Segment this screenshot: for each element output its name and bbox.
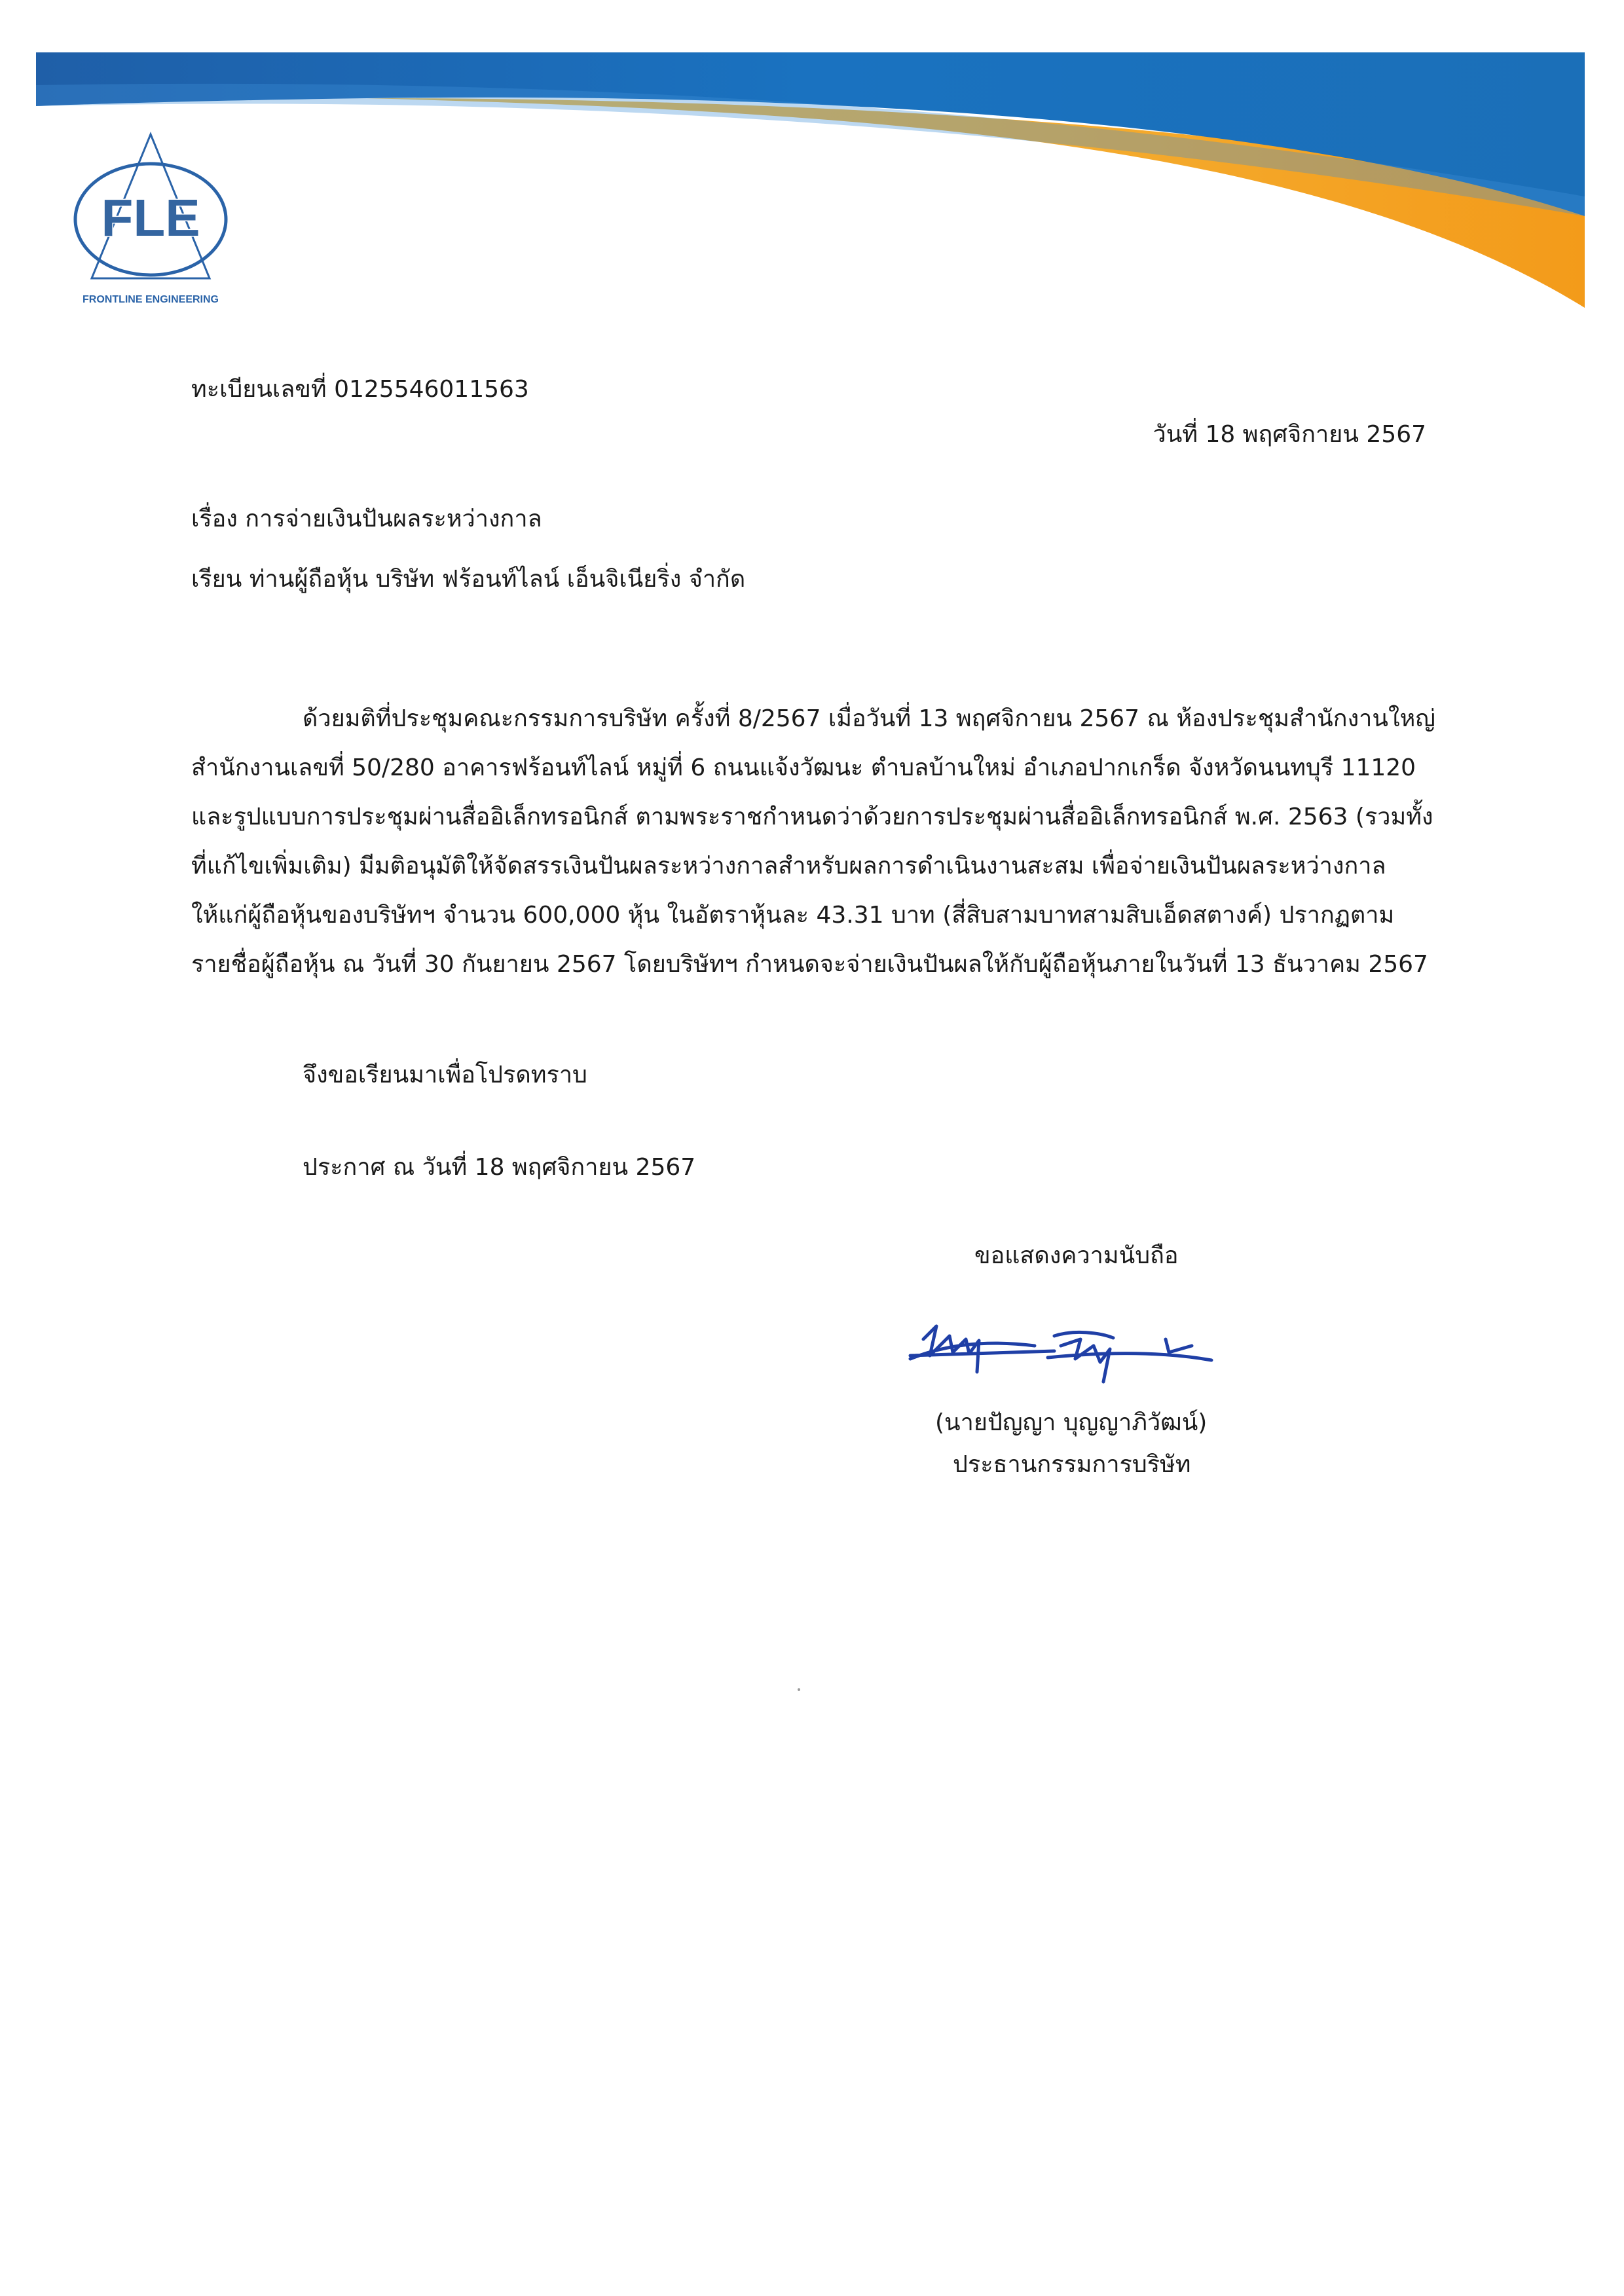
regards-line: ขอแสดงความนับถือ [974, 1242, 1179, 1269]
logo-text: FLE [101, 189, 200, 247]
letter-date: วันที่ 18 พฤศจิกายน 2567 [1153, 421, 1426, 448]
body-line: ด้วยมติที่ประชุมคณะกรรมการบริษัท ครั้งที่ 8/2567 เมื่อวันที่ 13 พฤศจิกายน 2567 ณ ห้องประชุมสำนักงานใหญ่ [303, 705, 1435, 732]
signature-image [904, 1300, 1225, 1398]
registration-number: ทะเบียนเลขที่ 0125546011563 [191, 376, 529, 403]
body-line: สำนักงานเลขที่ 50/280 อาคารฟร้อนท์ไลน์ หมู่ที่ 6 ถนนแจ้งวัฒนะ ตำบลบ้านใหม่ อำเภอปากเกร็ด จังหวัดนนทบุรี 11120 [191, 754, 1416, 781]
body-line: ให้แก่ผู้ถือหุ้นของบริษัทฯ จำนวน 600,000 หุ้น ในอัตราหุ้นละ 43.31 บาท (สี่สิบสามบาทสามสิบเอ็ดสตางค์) ปรากฏตาม [191, 902, 1395, 929]
body-line: รายชื่อผู้ถือหุ้น ณ วันที่ 30 กันยายน 2567 โดยบริษัทฯ กำหนดจะจ่ายเงินปันผลให้กับผู้ถือหุ้นภายในวันที่ 13 ธันวาคม 2567 [191, 951, 1428, 978]
announcement-date: ประกาศ ณ วันที่ 18 พฤศจิกายน 2567 [303, 1154, 696, 1181]
signer-name: (นายปัญญา บุญญาภิวัฒน์) [935, 1409, 1208, 1436]
body-paragraph [191, 694, 1435, 989]
company-logo [65, 131, 249, 314]
body-line: ที่แก้ไขเพิ่มเติม) มีมติอนุมัติให้จัดสรรเงินปันผลระหว่างกาลสำหรับผลการดำเนินงานสะสม เพื่อจ่ายเงินปันผลระหว่างกาล [191, 853, 1386, 880]
closing-request: จึงขอเรียนมาเพื่อโปรดทราบ [303, 1062, 587, 1088]
body-line: และรูปแบบการประชุมผ่านสื่ออิเล็กทรอนิกส์ ตามพระราชกำหนดว่าด้วยการประชุมผ่านสื่ออิเล็กทรอนิกส์ พ.ศ. 2563 (รวมทั้ง [191, 804, 1433, 830]
logo-caption: FRONTLINE ENGINEERING [82, 294, 219, 305]
subject-line: เรื่อง การจ่ายเงินปันผลระหว่างกาล [191, 506, 542, 532]
signer-title: ประธานกรรมการบริษัท [953, 1451, 1191, 1478]
scan-speck [798, 1688, 800, 1691]
recipient-line: เรียน ท่านผู้ถือหุ้น บริษัท ฟร้อนท์ไลน์ เอ็นจิเนียริ่ง จำกัด [191, 566, 746, 593]
